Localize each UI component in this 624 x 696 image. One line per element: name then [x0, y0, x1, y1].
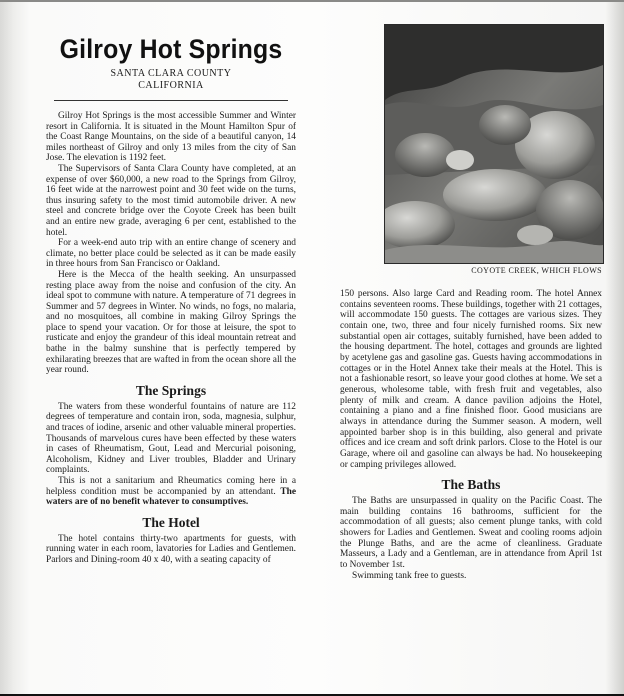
springs-notice [46, 476, 296, 508]
subtitle-state: CALIFORNIA [138, 80, 204, 91]
right-column [340, 289, 602, 581]
baths-heading: The Baths [441, 477, 501, 493]
springs-notice-text: This is not a sanitarium and Rheumatics coming here in a helpless condition must be accompanied by an attendant. [46, 476, 296, 497]
page-title: Gilroy Hot Springs [59, 34, 283, 64]
springs-heading: The Springs [135, 382, 207, 398]
title-rule [54, 100, 288, 101]
left-column [46, 24, 296, 566]
hotel-paragraph-continued [340, 289, 602, 470]
intro-paragraph: The Supervisors of Santa Clara County have completed, at an expense of over $60,000, a new road to the Springs from Gilroy, 16 feet wide at the narrowest point and 30 feet wide on the turns, thus insuring safety to the most timid automobile driver. A new steel and concrete bridge over the Coyote Creek has been built and an entire new grade, averaging 6 per cent, established to the hotel. [46, 163, 296, 238]
springs-notice-bold: The waters are of no benefit whatever to consumptives. [46, 486, 297, 508]
baths-swimming-note: Swimming tank free to guests. [352, 570, 467, 581]
intro-paragraph: Here is the Mecca of the health seeking. An unsurpassed resting place away from the noise and confusion of the city. An ideal spot to commune with nature. A temperature of 71 degrees in Summer and 57 degrees in Winter. No winds, no fogs, no malaria, and no mosquitoes, all combine in making Gilroy Springs the place to spend your vacation. Or for those at leisure, the spot to rusticate and enjoy the grandeur of this ideal mountain retreat and bathe in the balmy sunshine that is perfectly tempered by exhilarating breezes that are wafted in from the ocean shore all the year round. [46, 269, 296, 376]
springs-paragraph: The waters from these wonderful fountains of nature are 112 degrees of temperature and contain iron, soda, magnesia, sulphur, and traces of iodine, arsenic and other valuable mineral properties. Thousands of marvelous cures have been effected by these waters in cases of Rheumatism, Gout, Lead and Mercurial poisoning, Alcoholism, Kidney and Liver troubles, Bladder and Urinary complaints. [46, 401, 296, 476]
creek-photo [384, 24, 604, 264]
hotel-paragraph-start: The hotel contains thirty-two apartments for guests, with running water in each room, lavatories for Ladies and Gentlemen. Parlors and Dining-room 40 x 40, with a seating capacity of [46, 533, 296, 565]
hotel-no-housekeeping: No housekeeping or camping privileges allowed. [340, 448, 603, 470]
top-edge [0, 0, 624, 2]
subtitle-county: SANTA CLARA COUNTY [110, 68, 232, 79]
photo-caption: COYOTE CREEK, WHICH FLOWS [471, 266, 602, 275]
hotel-heading: The Hotel [142, 514, 200, 530]
hotel-continued-text: 150 persons. Also large Card and Reading room. The hotel Annex contains seventeen rooms. These buildings, together with 21 cottages, will accommodate 150 guests. The cottages are various sizes. They contain one, two, three and four nicely furnished rooms. Six new substantial open air cottages, suitably furnished, have been added to the housing department. The hotel, cottages and grounds are lighted by acetylene gas and gasoline gas. Guests having accommodations in cottages or in the Hotel Annex take their meals at the Hotel. This is not a fashionable resort, so leave your good clothes at home. We set a generous, wholesome table, with fresh fruit and vegetables, also plenty of milk and cream. A dance pavilion adjoins the Hotel, containing a piano and a fine finished floor. Good musicians are always in attendance during the Summer season. A modern, well appointed barber shop is in this building, also general and private offices and ice cream and soft drink parlors. Close to the Hotel is our Garage, where oil and gasoline can always be had. [340, 289, 603, 459]
rocky-creek-photo-image [385, 25, 603, 263]
intro-paragraph: For a week-end auto trip with an entire change of scenery and climate, no better place could be selected as it can be made easily in three hours from San Francisco or Oakland. [46, 238, 296, 270]
baths-paragraph: The Baths are unsurpassed in quality on the Pacific Coast. The main building contains 16 bathrooms, sufficient for the accommodation of all guests; also cement plunge tanks, with cold showers for Ladies and Gentlemen. Sweat and cooling rooms adjoin the Plunge Baths, and are the acme of cleanliness. Graduate Masseurs, a Lady and a Gentleman, are in attendance from April 1st to November 1st. [340, 496, 602, 571]
intro-paragraph: Gilroy Hot Springs is the most accessible Summer and Winter resort in California. It is situated in the Mount Hamilton Spur of the Coast Range Mountains, on the side of a beautiful canyon, 14 miles northeast of Gilroy and only 13 miles from the city of San Jose. The elevation is 1192 feet. [46, 111, 296, 164]
